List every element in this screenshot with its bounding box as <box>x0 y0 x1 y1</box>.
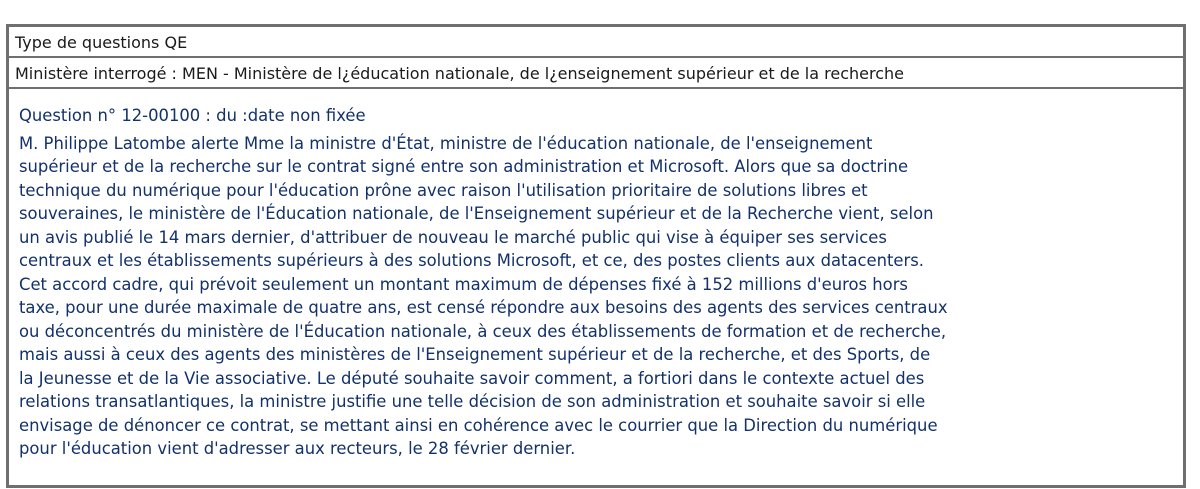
question-text-line: un avis publié le 14 mars dernier, d'attribuer de nouveau le marché public qui vise à équiper ses services <box>19 227 887 247</box>
ministry-row: Ministère interrogé : MEN - Ministère de l¿éducation nationale, de l¿enseignement supérieur et de la recherche <box>9 58 1183 89</box>
question-body <box>9 89 1183 485</box>
question-text-line: M. Philippe Latombe alerte Mme la ministre d'État, ministre de l'éducation nationale, de l'enseignement <box>19 133 873 153</box>
question-text-line: mais aussi à ceux des agents des ministères de l'Enseignement supérieur et de la recherche, et des Sports, de <box>19 345 931 364</box>
question-type-row: Type de questions QE <box>9 27 1183 58</box>
question-text-line: centraux et les établissements supérieurs à des solutions Microsoft, et ce, des postes clients aux datacenters. <box>19 251 924 270</box>
question-text-line: relations transatlantiques, la ministre justifie une telle décision de son administration et souhaite savoir si elle <box>19 392 926 411</box>
question-text-line: supérieur et de la recherche sur le contrat signé entre son administration et Microsoft. Alors que sa doctrine <box>19 157 909 176</box>
question-text-line: la Jeunesse et de la Vie associative. Le député souhaite savoir comment, a fortiori dans le contexte actuel des <box>19 368 925 388</box>
question-text-line: envisage de dénoncer ce contrat, se mettant ainsi en cohérence avec le courrier que la Direction du numérique <box>19 415 938 435</box>
question-text-line: Cet accord cadre, qui prévoit seulement un montant maximum de dépenses fixé à 152 millions d'euros hors <box>19 274 908 294</box>
question-number-date: Question n° 12-00100 : du :date non fixée <box>19 106 366 125</box>
question-text <box>19 132 1171 461</box>
question-document <box>6 24 1186 488</box>
question-text-line: taxe, pour une durée maximale de quatre ans, est censé répondre aux besoins des agents des services centraux <box>19 298 948 317</box>
question-text-line: pour l'éducation vient d'adresser aux recteurs, le 28 février dernier. <box>19 439 576 458</box>
question-text-line: souveraines, le ministère de l'Éducation nationale, de l'Enseignement supérieur et de la Recherche vient, selon <box>19 204 934 223</box>
question-text-line: technique du numérique pour l'éducation prône avec raison l'utilisation prioritaire de solutions libres et <box>19 180 868 200</box>
question-text-line: ou déconcentrés du ministère de l'Éducation nationale, à ceux des établissements de formation et de recherche, <box>19 321 947 341</box>
